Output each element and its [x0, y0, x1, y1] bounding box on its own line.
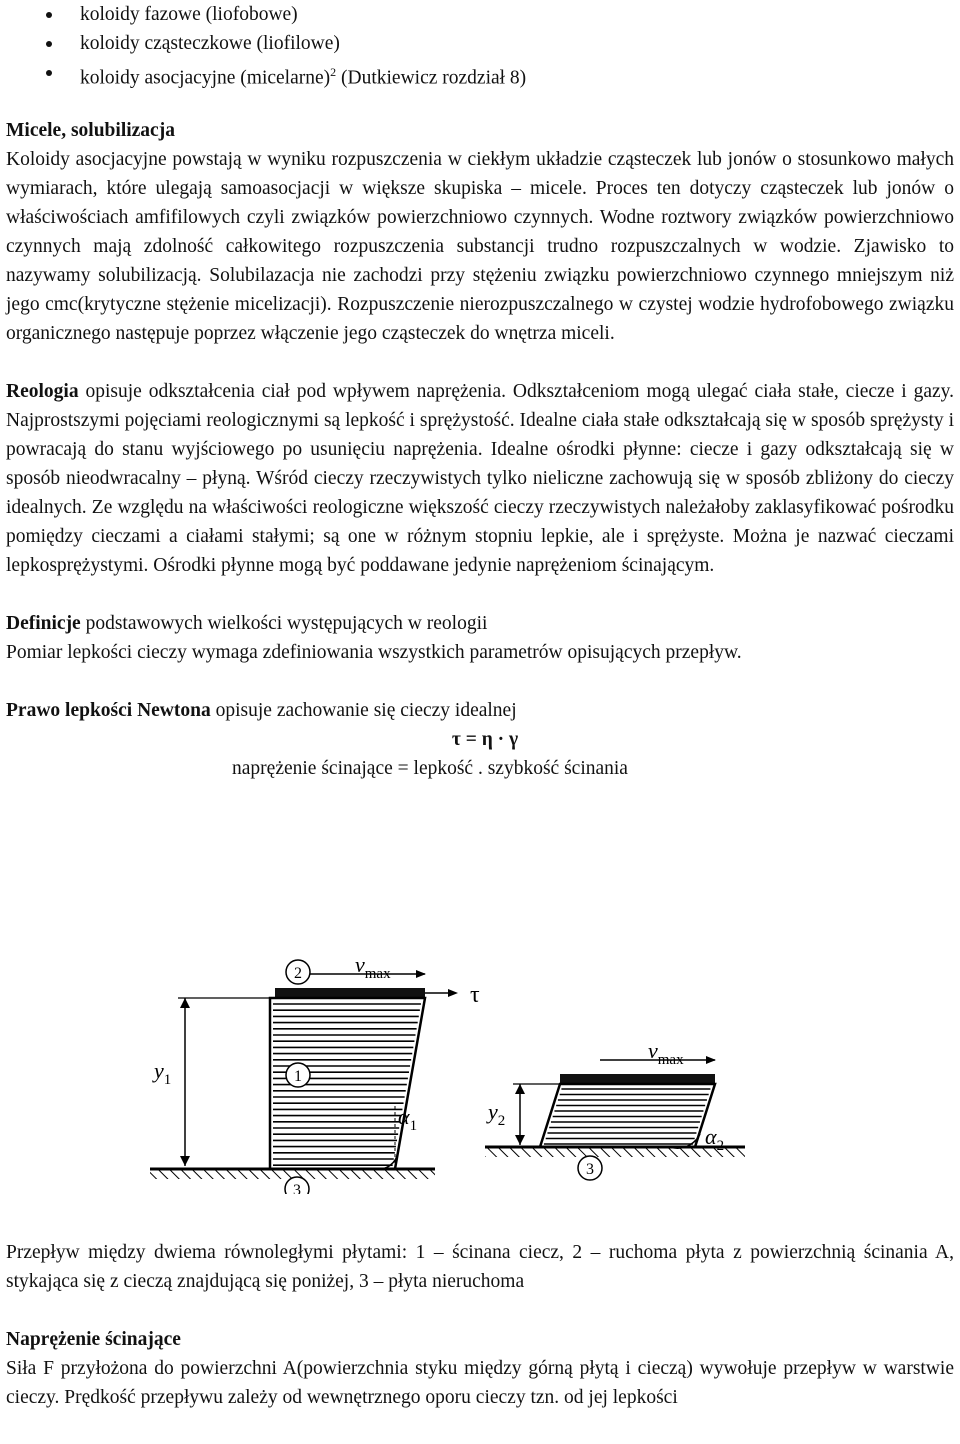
newton-formula-words: naprężenie ścinające = lepkość . szybkość ścinania — [232, 758, 628, 779]
newton-text: opisuje zachowanie się cieczy idealnej — [210, 700, 517, 721]
label-3: 3 — [293, 1182, 301, 1194]
y2-label: $y_2$ — [488, 1099, 506, 1129]
document-page — [6, 0, 954, 783]
y1-label: $y_1$ — [154, 1058, 172, 1088]
bullet-icon — [46, 41, 52, 47]
label-3-right: 3 — [586, 1161, 594, 1178]
naprezenie-paragraph: Siła F przyłożona do powierzchni A(powierzchnia styku między górną płytą i cieczą) wywołuje przepływ w warstwie cieczy. Prędkość przepływu zależy od wewnętrznego oporu cieczy tzn. od jej lepkości — [6, 1358, 954, 1408]
definicje-line2: Pomiar lepkości cieczy wymaga zdefiniowania wszystkich parametrów opisujących przepływ. — [6, 642, 742, 663]
list-item — [6, 0, 954, 29]
vmax-label: $v_{max}$ — [355, 952, 391, 982]
list-item-text: koloidy asocjacyjne (micelarne) — [80, 67, 331, 89]
label-2: 2 — [294, 965, 302, 982]
list-item — [6, 58, 954, 87]
micele-heading: Micele, solubilizacja — [6, 120, 175, 141]
lower-section — [6, 1238, 954, 1412]
figure-caption: Przepływ między dwiema równoległymi płytami: 1 – ścinana ciecz, 2 – ruchoma płyta z powierzchnią ścinania A, stykająca się z cieczą znajdującą się poniżej, 3 – płyta nieruchoma — [6, 1242, 954, 1292]
micele-paragraph: Koloidy asocjacyjne powstają w wyniku rozpuszczenia w ciekłym układzie cząsteczek lub jonów o stosunkowo małych wymiarach, które ulegają samoasocjacji w większe skupiska – micele. Proces ten dotyczy cząsteczek lub jonów o właściwościach amfifilowych czyli związków powierzchniowo czynnych. Wodne roztwory związków powierzchniowo czynnych mają zdolność całkowitego rozpuszczenia substancji trudno rozpuszczalnych w wodzie. Zjawisko to nazywamy solubilizacją. Solubilazacja nie zachodzi przy stężeniu związku powierzchniowo czynnego mniejszym niż jego cmc(krytyczne stężenie micelizacji). Rozpuszczenie nierozpuszczalnego w czystej wodzie hydrofobowego związku organicznego następuje poprzez włączenie jego cząsteczek do wnętrza miceli. — [6, 149, 954, 344]
alpha2-label: $\alpha_2$ — [705, 1124, 725, 1154]
newton-line — [6, 696, 954, 725]
naprezenie-heading: Naprężenie ścinające — [6, 1329, 181, 1350]
reologia-term: Reologia — [6, 381, 79, 402]
footnote-ref: 2 — [330, 65, 337, 79]
shear-liquid-1-right — [540, 1084, 715, 1147]
moving-plate-2 — [275, 988, 425, 998]
alpha1-label: $\alpha_1$ — [398, 1104, 418, 1134]
moving-plate-2-right — [560, 1074, 715, 1084]
tau-label: τ — [470, 982, 480, 1008]
definicje-term: Definicje — [6, 613, 81, 634]
reologia-paragraph — [6, 377, 954, 580]
newton-formula: τ = η · γ — [451, 729, 519, 750]
vmax-label-right: $v_{max}$ — [648, 1038, 684, 1068]
parallel-plates-figure — [0, 944, 960, 1194]
list-item — [6, 29, 954, 58]
diagram-right — [485, 1056, 745, 1180]
definicje-text: podstawowych wielkości występujących w reologii — [80, 613, 488, 634]
list-item-text: koloidy cząsteczkowe (liofilowe) — [80, 33, 340, 54]
definicje-line — [6, 609, 954, 638]
diagram-left — [150, 960, 458, 1194]
bullet-icon — [46, 12, 52, 18]
list-item-text: koloidy fazowe (liofobowe) — [80, 4, 298, 25]
reologia-text: opisuje odkształcenia ciał pod wpływem naprężenia. Odkształceniom mogą ulegać ciała stałe, ciecze i gazy. Najprostszymi pojęciami reologicznymi są lepkość i sprężystość. Idealne ciała stałe odkształcają się w sposób sprężysty i powracają do stanu wyjściowego po usunięciu naprężenia. Idealne ośrodki płynne: ciecze i gazy odkształcają się w sposób nieodwracalny – płyną. Wśród cieczy rzeczywistych tylko nieliczne zachowują się w sposób zbliżony do cieczy idealnych. Ze względu na właściwości reologiczne większość cieczy rzeczywistych należałoby zaklasyfikować pośrodku pomiędzy cieczami a ciałami stałymi; są one w różnym stopniu lepkie, ale i sprężyste. Można je nazwać cieczami lepkosprężystymi. Ośrodki płynne mogą być poddawane jedynie naprężeniom ścinającym. — [6, 381, 954, 576]
label-1: 1 — [294, 1068, 302, 1085]
newton-term: Prawo lepkości Newtona — [6, 700, 211, 721]
bullet-icon — [46, 70, 52, 76]
colloid-type-list — [6, 0, 954, 87]
figure-labels — [152, 952, 724, 1194]
list-item-text: (Dutkiewicz rozdział 8) — [336, 67, 527, 89]
